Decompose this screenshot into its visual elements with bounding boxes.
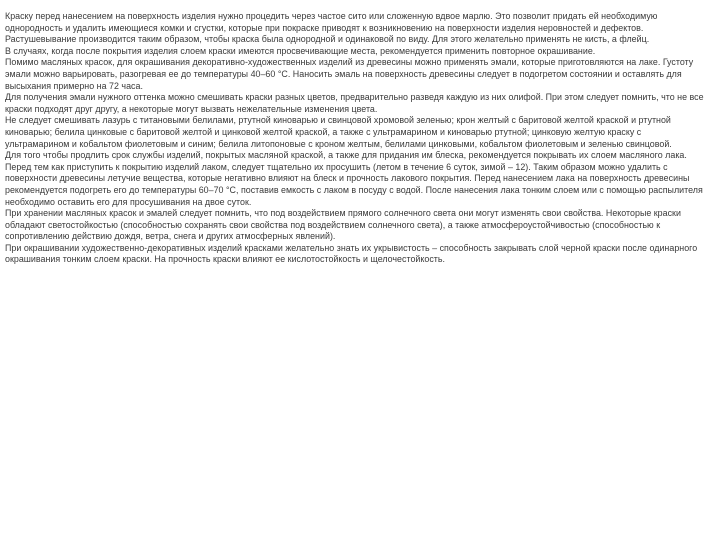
paragraph-straining: Краску перед нанесением на поверхность изделия нужно процедить через частое сито или сложенную вдвое марлю. Это позволит придать ей необходимую однородность и удалить имеющиеся комки и сгустки, которые при покраске приводят к возникновению на поверхности изделия неровностей и дефектов.: [5, 11, 658, 33]
paragraph-storage: При хранении масляных красок и эмалей следует помнить, что под воздействием прямого солнечного света они могут изменять свои свойства. Некоторые краски обладают светостойкостью (способностью сохранять свои свойства под воздействием солнечного света), а также атмосфероустойчивостью (способностью к сопротивлению действию дождя, ветра, снега и других атмосферных явлений).: [5, 208, 681, 242]
paragraph-shading: Растушевывание производится таким образом, чтобы краска была однородной и одинаковой по виду. Для этого желательно применять не кисть, а флейц.: [5, 34, 650, 45]
paragraph-enamels: Помимо масляных красок, для окрашивания декоративно-художественных изделий из древесины можно применять эмали, которые приготовляются на лаке. Густоту эмали можно варьировать, разогревая ее до температуры 40–60 °C. Наносить эмаль на поверхность древесины следует в подогретом состоянии и оставлять для высыхания примерно на 72 часа.: [5, 57, 694, 91]
paragraph-mixing-restrictions: Не следует смешивать лазурь с титановыми белилами, ртутной киноварью и свинцовой хромовой зеленью; крон желтый с баритовой желтой краской и ртутной киноварью; белила цинковые с баритовой желтой и цинковой желтой краской, а также с ультрамарином и киноварью ртутной; цинковую желтую краску с ультрамарином и кобальтом фиолетовым и синим; белила литопоновые с кроном желтым, белилами цинковыми, кобальтом фиолетовым и зеленью свинцовой.: [5, 115, 672, 149]
paragraph-enamel-shade: Для получения эмали нужного оттенка можно смешивать краски разных цветов, предварительно разведя каждую из них олифой. При этом следует помнить, что не все краски подходят друг другу, а некоторые могут вызвать нежелательные изменения цвета.: [5, 92, 704, 114]
paragraph-hiding-power: При окрашивании художественно-декоративных изделий красками желательно знать их укрывистость – способность закрывать слой черной краски после одинарного окрашивания тонким слоем краски. На прочность краски влияют ее кислотостойкость и щелочестойкость.: [5, 242, 698, 265]
paragraph-repeat-coating: В случаях, когда после покрытия изделия слоем краски имеются просвечивающие места, рекомендуется применить повторное окрашивание.: [5, 45, 596, 56]
paragraph-varnish: Для того чтобы продлить срок службы изделий, покрытых масляной краской, а также для придания им блеска, рекомендуется покрывать их слоем масляного лака. Перед тем как приступить к покрытию изделий лаком, следует тщательно их просушить (летом в течение 6 суток, зимой – 12). Таким образом можно удалить с поверхности древесины летучие вещества, которые негативно влияют на блеск и прочность лакового покрытия. Перед нанесением лака на поверхность древесины рекомендуется подогреть его до температуры 60–70 °C, поставив емкость с лаком в посуду с водой. После нанесения лака тонким слоем или с помощью распылителя необходимо оставить его для просушивания на двое суток.: [5, 150, 703, 207]
